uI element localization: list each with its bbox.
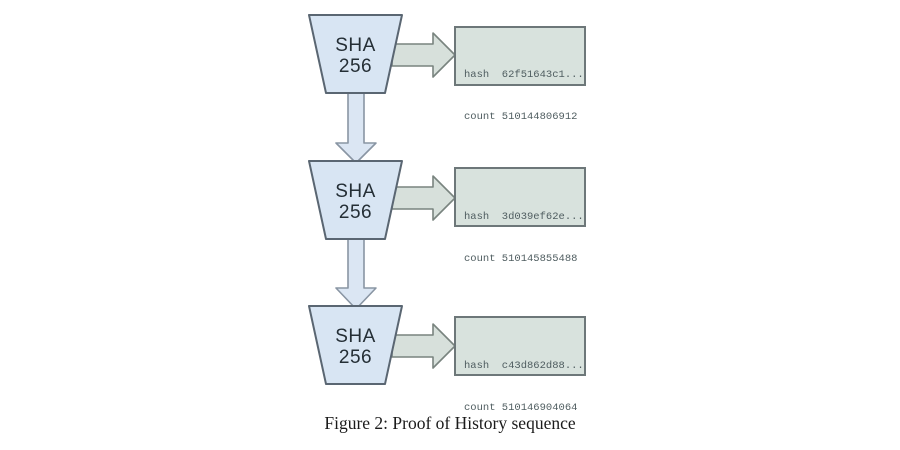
figure-caption: Figure 2: Proof of History sequence (324, 413, 576, 433)
sha-label-line1: SHA (335, 181, 376, 202)
hash-line: hash c43d862d88... (464, 360, 584, 372)
count-line: count 510146904064 (464, 402, 578, 414)
sha-label-2 (309, 181, 402, 223)
sha-label-line2: 256 (338, 347, 373, 368)
sha-label-line1: SHA (335, 326, 376, 347)
sha-label-line2: 256 (338, 56, 373, 77)
hash-line: hash 3d039ef62e... (464, 211, 584, 223)
down-arrow-2 (336, 236, 376, 309)
count-line: count 510144806912 (464, 111, 578, 123)
sha-label-line2: 256 (338, 202, 373, 223)
down-arrow-1 (336, 90, 376, 163)
sha-label-line1: SHA (335, 35, 376, 56)
state-text-1 (464, 40, 584, 152)
sha-label-1 (309, 35, 402, 77)
hash-line: hash 62f51643c1... (464, 69, 584, 81)
state-text-2 (464, 182, 584, 294)
count-line: count 510145855488 (464, 253, 578, 265)
sha-label-3 (309, 326, 402, 368)
